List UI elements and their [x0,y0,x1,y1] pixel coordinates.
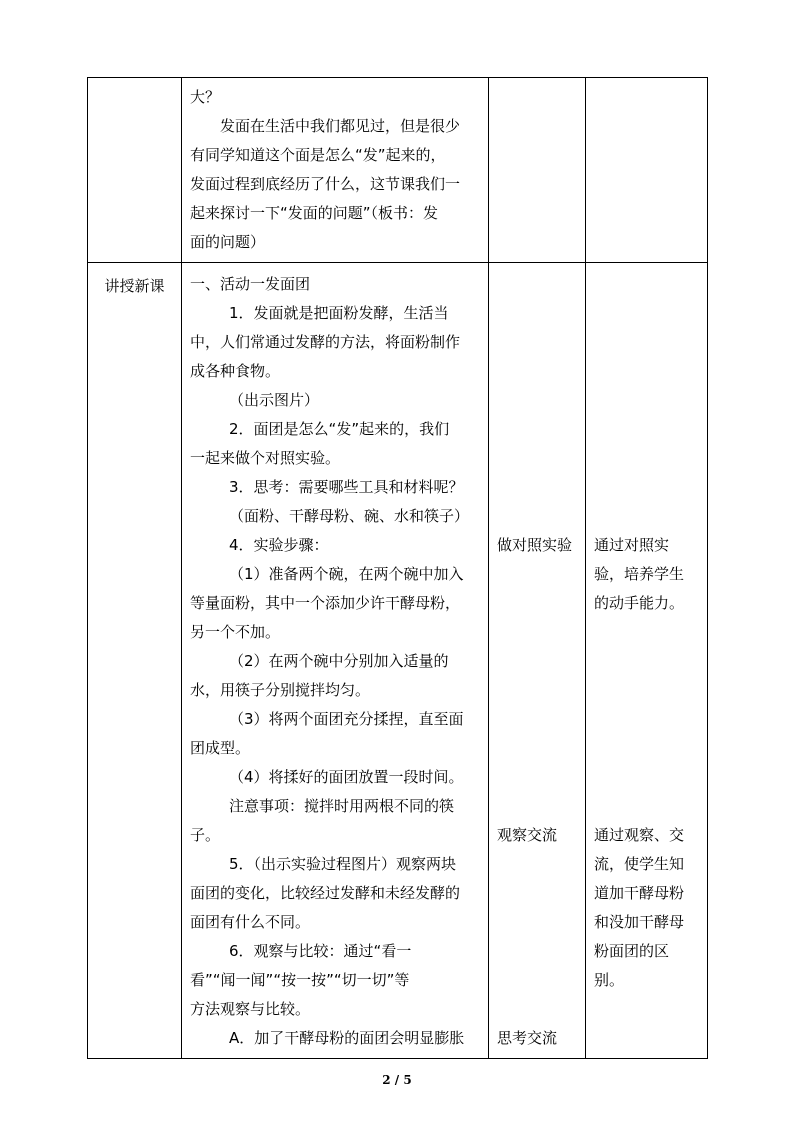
text-line: 通过对照实 [594,536,670,554]
text-line: （2）在两个碗中分别加入适量的 [229,652,449,670]
text-line: 大？ [190,88,221,106]
stage-cell [88,263,182,1059]
text-line: 面的问题） [190,233,266,251]
text-line: 面团有什么不同。 [190,913,311,931]
lesson-plan-table [87,77,708,1059]
design-intent-cell [586,78,708,263]
text-line: 看”“闻一闻”“按一按”“切一切”等 [190,971,410,989]
student-activity-cell [489,78,586,263]
design-intent-cell [586,263,708,1059]
text-line: 水，用筷子分别搅拌均匀。 [190,681,371,699]
text-line: 面团的变化，比较经过发酵和未经发酵的 [190,884,461,902]
text-line: 通过观察、交 [594,826,685,844]
text-line: 粉面团的区 [594,942,670,960]
text-line: 3．思考：需要哪些工具和材料呢？ [229,478,464,496]
text-line: 注意事项：搅拌时用两根不同的筷 [229,797,455,815]
text-line: 起来探讨一下“发面的问题”（板书：发 [190,204,439,222]
student-activity-3: 思考交流 [497,1029,558,1047]
text-line: 道加干酵母粉 [594,884,685,902]
text-line: （出示图片） [229,391,320,409]
table-row [88,78,708,263]
text-line: 子。 [190,826,221,844]
table-row [88,263,708,1059]
text-line: 1．发面就是把面粉发酵，生活当 [229,304,449,322]
text-line: （4）将揉好的面团放置一段时间。 [229,768,464,786]
text-line: 团成型。 [190,739,251,757]
teacher-activity-cell [182,263,489,1059]
student-activity-cell [489,263,586,1059]
text-line: 等量面粉，其中一个添加少许干酵母粉， [190,594,461,612]
student-activity-2: 观察交流 [497,826,558,844]
stage-label: 讲授新课 [104,277,165,295]
text-line: 的动手能力。 [594,594,685,612]
text-line: 4．实验步骤： [229,536,329,554]
text-line: 5．（出示实验过程图片）观察两块 [229,855,457,873]
teacher-activity-cell [182,78,489,263]
text-line: A．加了干酵母粉的面团会明显膨胀 [229,1029,465,1047]
text-line: 流，使学生知 [594,855,685,873]
text-line: （面粉、干酵母粉、碗、水和筷子） [229,507,470,525]
text-line: 有同学知道这个面是怎么“发”起来的， [190,146,446,164]
text-line: （3）将两个面团充分揉捏，直至面 [229,710,464,728]
text-line: 发面过程到底经历了什么，这节课我们一 [190,175,461,193]
text-line: 中，人们常通过发酵的方法，将面粉制作 [190,333,461,351]
section-heading: 一、活动一发面团 [190,275,311,293]
text-line: 一起来做个对照实验。 [190,449,341,467]
text-line: 验，培养学生 [594,565,685,583]
text-line: （1）准备两个碗，在两个碗中加入 [229,565,464,583]
student-activity-1: 做对照实验 [497,536,573,554]
text-line: 6．观察与比较：通过“看一 [229,942,412,960]
text-line: 成各种食物。 [190,362,281,380]
text-line: 别。 [594,971,625,989]
text-line: 2．面团是怎么“发”起来的，我们 [229,420,450,438]
text-line: 方法观察与比较。 [190,1000,311,1018]
stage-cell [88,78,182,263]
text-line: 和没加干酵母 [594,913,685,931]
text-line: 另一个不加。 [190,623,281,641]
text-line: 发面在生活中我们都见过，但是很少 [220,117,461,135]
page-number: 2 / 5 [382,1073,412,1087]
